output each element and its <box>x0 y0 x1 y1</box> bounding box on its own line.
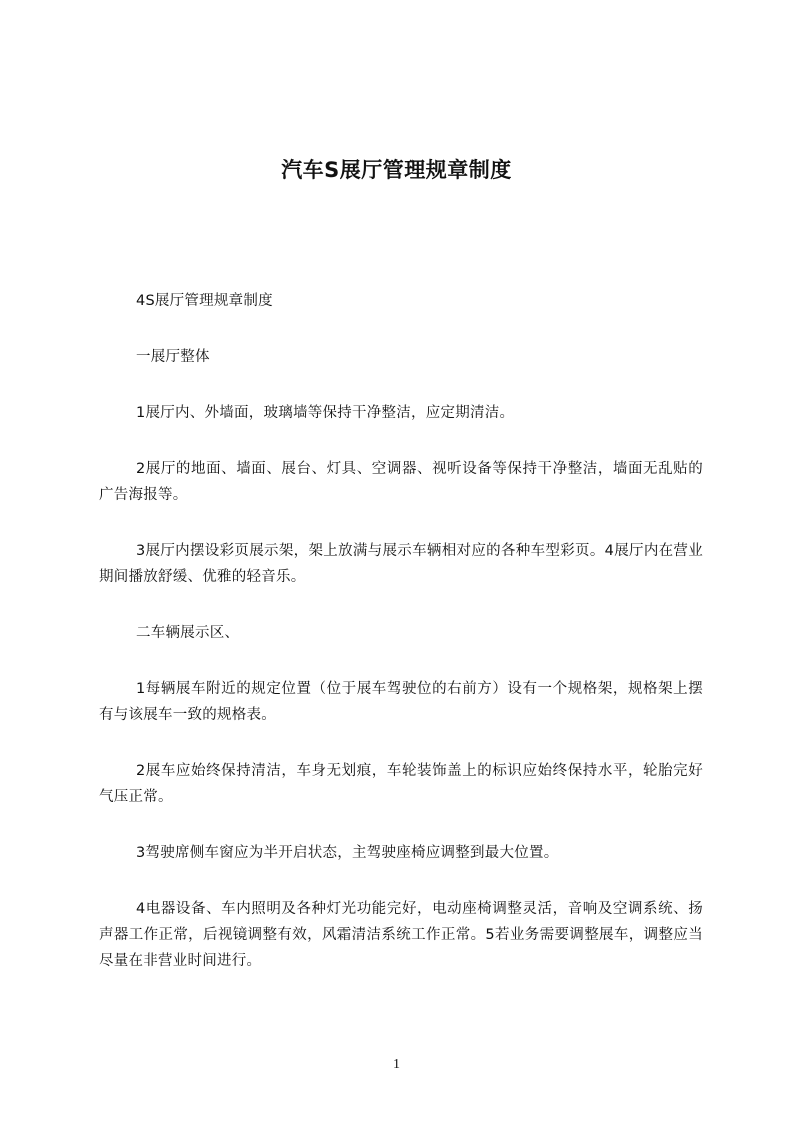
document-body <box>99 288 703 974</box>
paragraph-brochure-rack: 3展厅内摆设彩页展示架，架上放满与展示车辆相对应的各种车型彩页。4展厅内在营业期间播放舒缓、优雅的轻音乐。 <box>99 543 703 585</box>
paragraph-showroom-cleanliness: 2展厅的地面、墙面、展台、灯具、空调器、视听设备等保持干净整洁，墙面无乱贴的广告海报等。 <box>99 461 703 503</box>
paragraph-spec-rack: 1每辆展车附近的规定位置（位于展车驾驶位的右前方）设有一个规格架，规格架上摆有与该展车一致的规格表。 <box>99 681 703 723</box>
page-number: 1 <box>393 1057 400 1072</box>
section-heading-showroom: 一展厅整体 <box>136 349 210 365</box>
section-heading-vehicle-display: 二车辆展示区、 <box>136 625 240 641</box>
subtitle-paragraph: 4S展厅管理规章制度 <box>136 293 273 309</box>
paragraph-vehicle-cleanliness: 2展车应始终保持清洁，车身无划痕，车轮装饰盖上的标识应始终保持水平，轮胎完好气压正常。 <box>99 763 703 805</box>
document-title: 汽车S展厅管理规章制度 <box>281 158 512 183</box>
paragraph-electrical-equipment: 4电器设备、车内照明及各种灯光功能完好，电动座椅调整灵活，音响及空调系统、扬声器工作正常，后视镜调整有效，风霜清洁系统工作正常。5若业务需要调整展车，调整应当尽量在非营业时间进行。 <box>99 901 703 969</box>
paragraph-driver-window-seat: 3驾驶席侧车窗应为半开启状态，主驾驶座椅应调整到最大位置。 <box>136 845 559 861</box>
paragraph-showroom-walls: 1展厅内、外墙面，玻璃墙等保持干净整洁，应定期清洁。 <box>136 405 515 421</box>
